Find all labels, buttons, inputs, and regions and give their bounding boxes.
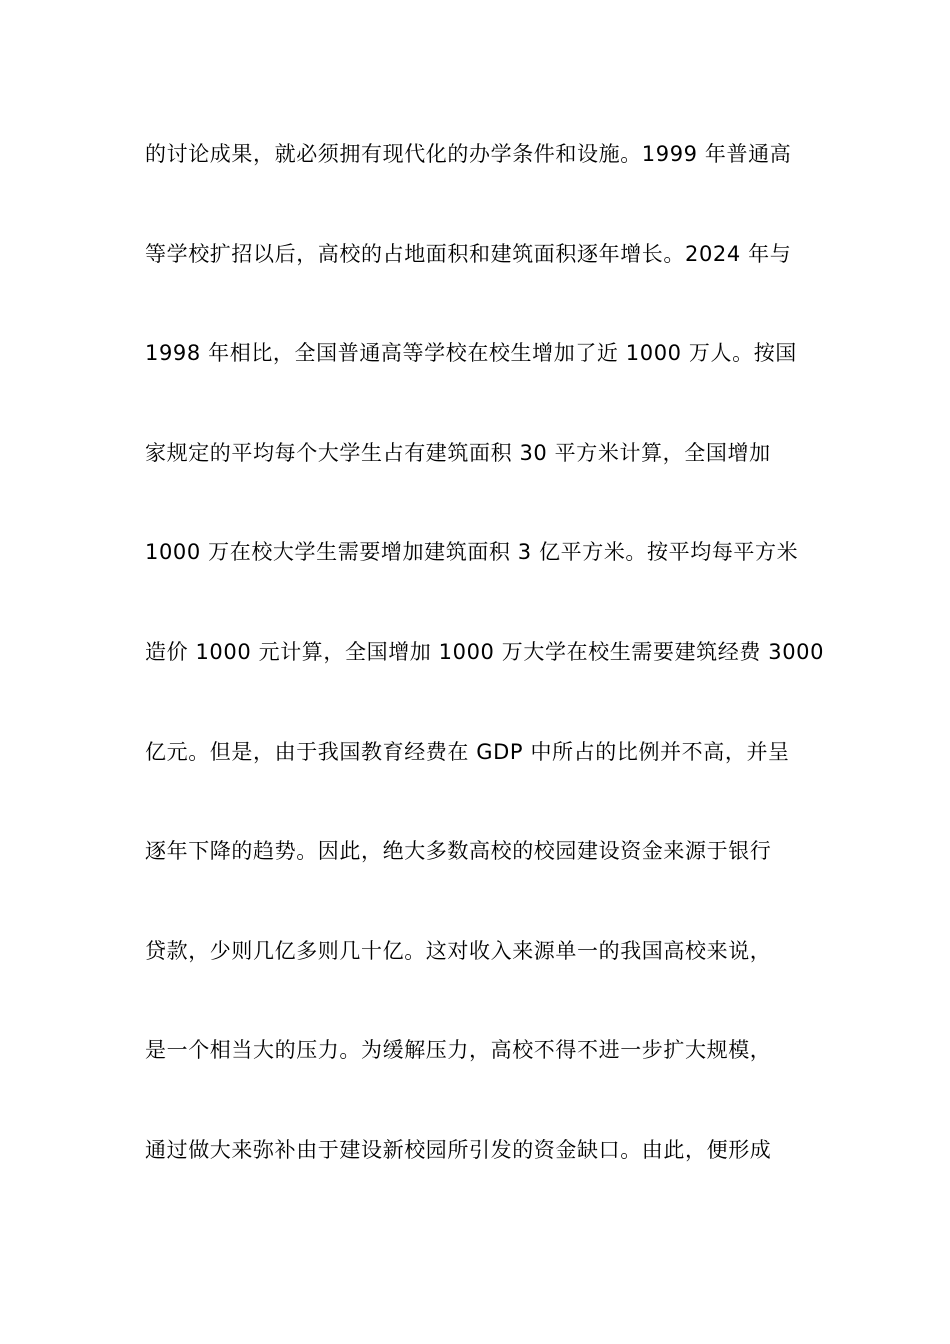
- text-line: 1000 万在校大学生需要增加建筑面积 3 亿平方米。按平均每平方米: [145, 540, 799, 565]
- text-line: 亿元。但是，由于我国教育经费在 GDP 中所占的比例并不高，并呈: [145, 739, 790, 764]
- text-line: 造价 1000 元计算，全国增加 1000 万大学在校生需要建筑经费 3000: [145, 639, 825, 664]
- body-paragraph: [145, 132, 825, 1228]
- text-line: 逐年下降的趋势。因此，绝大多数高校的校园建设资金来源于银行: [145, 839, 772, 864]
- text-line: 通过做大来弥补由于建设新校园所引发的资金缺口。由此，便形成: [145, 1137, 772, 1162]
- text-line: 等学校扩招以后，高校的占地面积和建筑面积逐年增长。2024 年与: [145, 241, 792, 266]
- text-line: 1998 年相比，全国普通高等学校在校生增加了近 1000 万人。按国: [145, 341, 797, 366]
- text-line: 是一个相当大的压力。为缓解压力，高校不得不进一步扩大规模，: [145, 1038, 772, 1063]
- text-line: 家规定的平均每个大学生占有建筑面积 30 平方米计算，全国增加: [145, 440, 771, 465]
- text-line: 的讨论成果，就必须拥有现代化的办学条件和设施。1999 年普通高: [145, 142, 792, 166]
- text-line: 贷款，少则几亿多则几十亿。这对收入来源单一的我国高校来说，: [145, 938, 772, 963]
